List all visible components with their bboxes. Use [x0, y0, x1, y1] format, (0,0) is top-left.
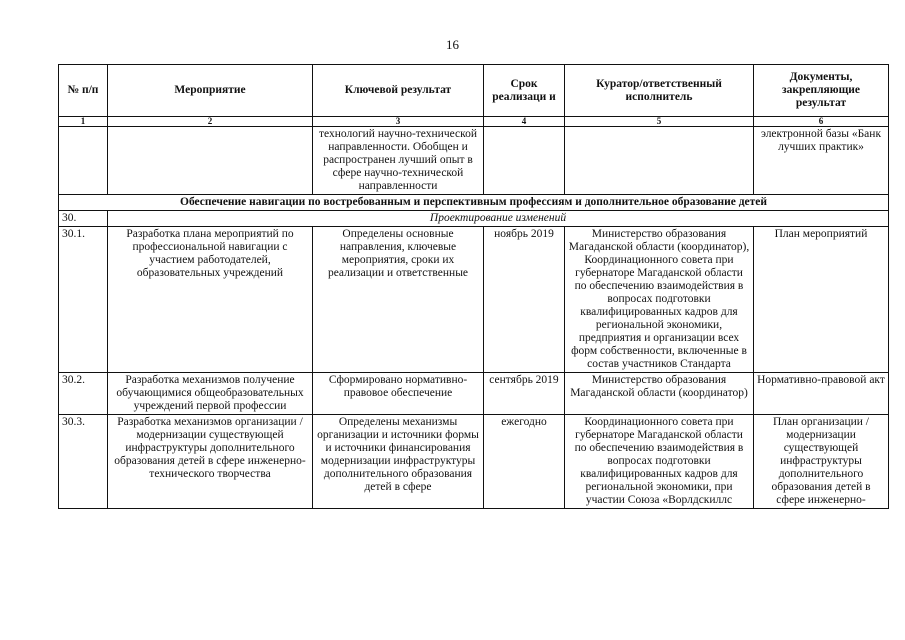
row-event: [108, 127, 313, 195]
column-number: 6: [754, 117, 889, 127]
header-event: Мероприятие: [108, 65, 313, 117]
row-curator: Министерство образования Магаданской области (координатор), Координационного совета при губернаторе Магаданской области по обеспечению взаимодействия в вопросах подготовки квалифицированных кадров для региональной экономики, предприятия и организации всех форм собственности, включенные в состав участников Стандарта: [565, 227, 754, 373]
row-documents: Нормативно-правовой акт: [754, 373, 889, 415]
header-documents: Документы, закрепляющие результат: [754, 65, 889, 117]
column-number: 5: [565, 117, 754, 127]
row-documents: электронной базы «Банк лучших практик»: [754, 127, 889, 195]
table-row: [59, 227, 889, 373]
column-number: 3: [313, 117, 484, 127]
row-documents: План мероприятий: [754, 227, 889, 373]
subsection-row: [59, 211, 889, 227]
row-result: Определены механизмы организации и источники формы и источники финансирования модернизации инфраструктуры дополнительного образования детей в сфере: [313, 415, 484, 509]
section-title: Обеспечение навигации по востребованным и перспективным профессиям и дополнительное образование детей: [59, 195, 889, 211]
table-header-row: [59, 65, 889, 117]
continuation-row: [59, 127, 889, 195]
row-number: 30.1.: [59, 227, 108, 373]
row-curator: Министерство образования Магаданской области (координатор): [565, 373, 754, 415]
table-row: [59, 415, 889, 509]
column-number: 1: [59, 117, 108, 127]
header-curator: Куратор/ответственный исполнитель: [565, 65, 754, 117]
row-term: ноябрь 2019: [484, 227, 565, 373]
subsection-number: 30.: [59, 211, 108, 227]
column-number: 2: [108, 117, 313, 127]
row-event: Разработка плана мероприятий по профессиональной навигации с участием работодателей, образовательных учреждений: [108, 227, 313, 373]
row-curator: Координационного совета при губернаторе Магаданской области по обеспечению взаимодействия в вопросах подготовки квалифицированных кадров для региональной экономики, при участии Союза «Ворлдскиллс: [565, 415, 754, 509]
subsection-title: Проектирование изменений: [108, 211, 889, 227]
row-result: Определены основные направления, ключевые мероприятия, сроки их реализации и ответственные: [313, 227, 484, 373]
row-event: Разработка механизмов организации / модернизации существующей инфраструктуры дополнительного образования детей в сфере инженерно-технического творчества: [108, 415, 313, 509]
header-term: Срок реализаци и: [484, 65, 565, 117]
row-result: Сформировано нормативно-правовое обеспечение: [313, 373, 484, 415]
row-curator: [565, 127, 754, 195]
row-documents: План организации / модернизации существующей инфраструктуры дополнительного образования детей в сфере инженерно-: [754, 415, 889, 509]
column-numbers-row: [59, 117, 889, 127]
table-row: [59, 373, 889, 415]
row-number: 30.3.: [59, 415, 108, 509]
header-number: № п/п: [59, 65, 108, 117]
events-table: [58, 64, 889, 509]
row-number: 30.2.: [59, 373, 108, 415]
row-term: ежегодно: [484, 415, 565, 509]
header-result: Ключевой результат: [313, 65, 484, 117]
row-term: [484, 127, 565, 195]
page-number: 16: [446, 37, 459, 52]
row-number: [59, 127, 108, 195]
row-result: технологий научно-технической направленности. Обобщен и распространен лучший опыт в сфере научно-технической направленности: [313, 127, 484, 195]
section-row: [59, 195, 889, 211]
row-event: Разработка механизмов получение обучающимися общеобразовательных учреждений первой профессии: [108, 373, 313, 415]
row-term: сентябрь 2019: [484, 373, 565, 415]
column-number: 4: [484, 117, 565, 127]
